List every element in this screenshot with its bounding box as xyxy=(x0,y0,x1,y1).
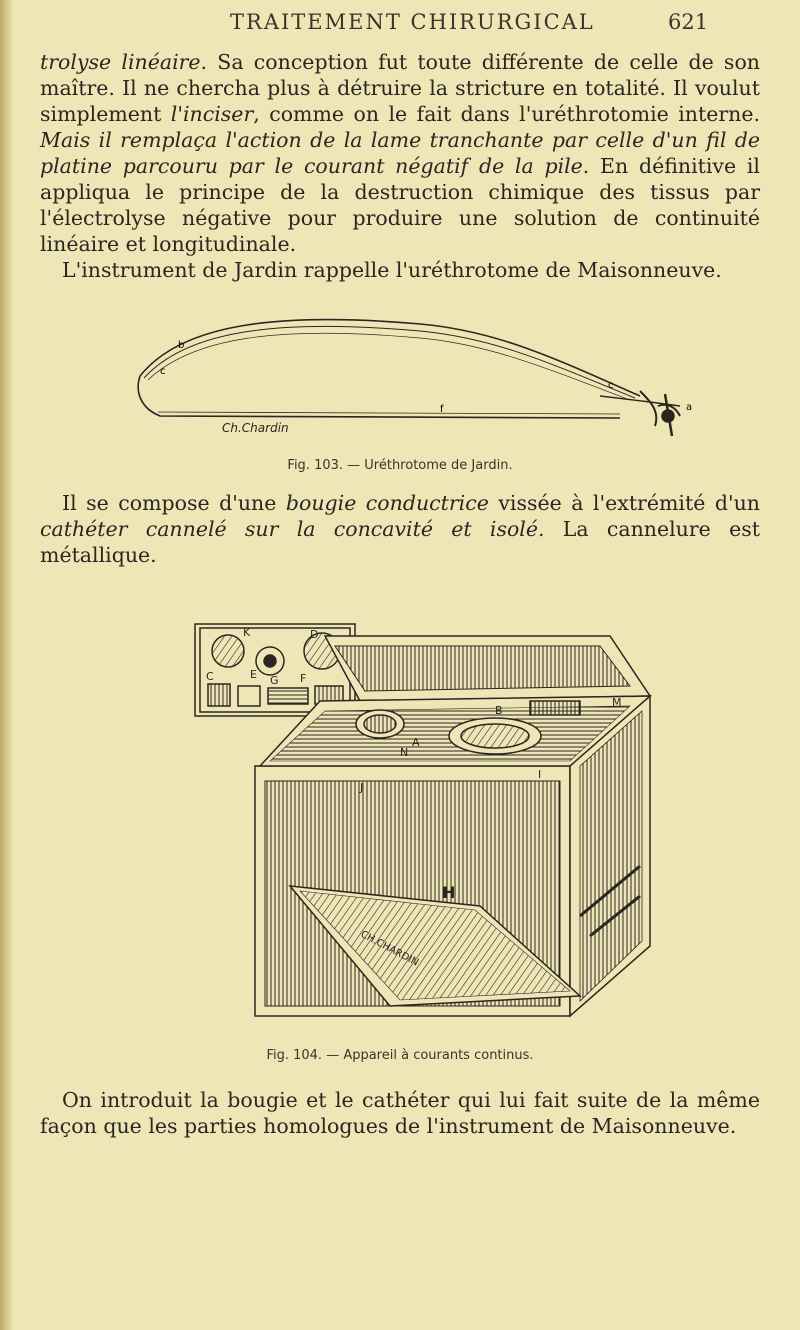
fig103-label-c: c xyxy=(160,366,166,377)
figure-103-caption: Fig. 103. — Uréthrotome de Jardin. xyxy=(287,458,513,473)
text-run: La cannelure est métallique. xyxy=(40,517,760,567)
italic-phrase: bougie conductrice xyxy=(285,491,489,515)
italic-phrase: Mais il remplaça l'action de la lame tranchante par celle d'un fil de platine parcouru par le courant négatif de la pile. xyxy=(40,128,760,178)
fig104-label-M: M xyxy=(612,696,622,709)
page-number: 621 xyxy=(668,10,709,34)
italic-phrase: l'inciser xyxy=(170,102,254,126)
italic-phrase: trolyse linéaire. xyxy=(40,50,208,74)
fig103-label-c2: c xyxy=(608,380,614,391)
fig104-label-I: I xyxy=(538,768,542,781)
fig104-label-B: B xyxy=(495,704,503,717)
running-head: TRAITEMENT CHIRURGICAL xyxy=(230,10,595,34)
fig104-label-H: H xyxy=(442,883,456,902)
fig104-label-A: A xyxy=(412,736,420,749)
paragraph-introduction-text: On introduit la bougie et le cathéter qui lui fait suite de la même façon que les parties homologues de l'instrument de Maisonneuve. xyxy=(40,1088,760,1138)
figure-104-caption: Fig. 104. — Appareil à courants continus. xyxy=(266,1048,534,1063)
figure-104-continuous-current-apparatus xyxy=(150,606,730,1026)
engraver-signature: Ch.Chardin xyxy=(222,421,289,435)
text-run: Sa conception fut toute différente de celle de son maître. Il ne chercha plus à détruire la stricture en totalité. Il voulut simplement xyxy=(40,50,760,126)
page-header xyxy=(40,10,760,40)
paragraph-electrolysis xyxy=(40,49,760,283)
fig104-label-E: E xyxy=(250,668,257,681)
fig104-label-D: D xyxy=(310,628,319,641)
fig103-label-f: f xyxy=(440,404,444,415)
figure-103-urethrotome xyxy=(120,306,720,456)
paragraph-composition xyxy=(40,490,760,568)
fig103-label-b: b xyxy=(178,340,185,351)
fig104-label-K: K xyxy=(243,626,251,639)
fig104-plate-engraving: CH.CHARDIN xyxy=(358,928,421,969)
text-run: vissée à l'extrémité d'un xyxy=(488,491,760,515)
text-run: , comme on le fait dans l'uréthrotomie interne. xyxy=(253,102,761,126)
paragraph-instrument: L'instrument de Jardin rappelle l'uréthrotome de Maisonneuve. xyxy=(62,258,722,282)
text-run: Il se compose d'une xyxy=(62,491,286,515)
page-binding-shadow xyxy=(0,0,14,1330)
paragraph-introduction xyxy=(40,1087,760,1139)
italic-phrase: cathéter cannelé sur la concavité et isolé. xyxy=(40,517,545,541)
fig104-label-C: C xyxy=(206,670,214,683)
fig104-label-N: N xyxy=(400,746,409,759)
fig104-label-G: G xyxy=(270,674,279,687)
fig104-label-F: F xyxy=(300,672,307,685)
text-run: En définitive il appliqua le principe de la destruction chimique des tissus par l'électrolyse négative pour produire une solution de continuité linéaire et longitudinale. xyxy=(40,154,760,256)
fig103-label-a: a xyxy=(686,402,693,413)
fig104-label-J: J xyxy=(360,781,364,794)
